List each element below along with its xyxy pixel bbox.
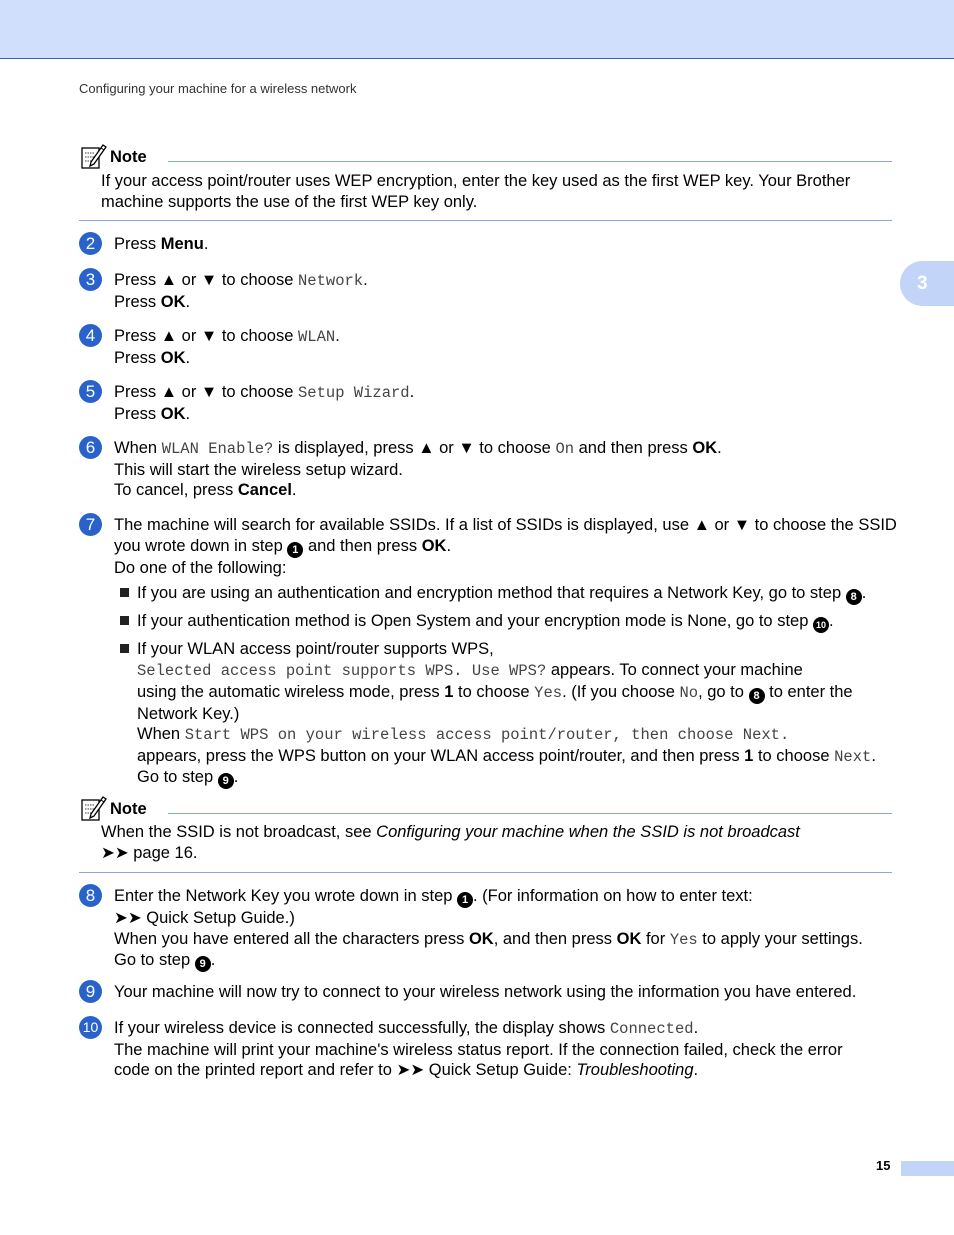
bullet-square-icon — [120, 616, 129, 625]
step-number-badge: 4 — [79, 324, 102, 347]
note-bottom-rule — [79, 872, 892, 873]
step-text: The machine will search for available SSIDs. If a list of SSIDs is displayed, use ▲ or ▼ to choose the SSID you wrote down in step 1 and then press OK. Do one of the following: — [114, 516, 897, 577]
step-number-badge: 3 — [79, 268, 102, 291]
step-text: If your wireless device is connected successfully, the display shows Connected. The machine will print your machine's wireless status report. If the connection failed, check the error code on the printed report and refer to ➤➤ Quick Setup Guide: Troubleshooting. — [114, 1019, 843, 1079]
note-rule — [168, 161, 892, 162]
bullet-square-icon — [120, 588, 129, 597]
note-rule — [168, 813, 892, 814]
step-number-badge: 2 — [79, 232, 102, 255]
note-label: Note — [110, 148, 147, 166]
step-ref-circle: 10 — [813, 617, 829, 633]
bullet-item: If your WLAN access point/router supports WPS, — [120, 639, 494, 660]
note-box — [79, 794, 892, 874]
bullet-subtext: Selected access point supports WPS. Use WPS? appears. To connect your machine using the automatic wireless mode, press 1 to choose Yes. (If you choose No, go to 8 to enter the Network Key.) When Start WPS on your wireless access point/router, then choose Next. appears, press the WPS button on your WLAN access point/router, and then press 1 to choose Next. Go to step 9 . — [137, 661, 876, 787]
step-text: Your machine will now try to connect to your wireless network using the information you have entered. — [114, 983, 857, 1001]
cross-reference-link[interactable]: Troubleshooting — [576, 1061, 694, 1079]
running-title: Configuring your machine for a wireless network — [79, 81, 357, 96]
note-text: When the SSID is not broadcast, see Configuring your machine when the SSID is not broadcast ➤➤ page 16. — [101, 823, 800, 862]
note-pencil-icon — [79, 794, 107, 822]
bullet-item: If your authentication method is Open System and your encryption mode is None, go to step 10 . — [120, 611, 834, 633]
step-ref-circle: 1 — [457, 892, 473, 908]
step-number-badge: 6 — [79, 436, 102, 459]
note-label: Note — [110, 800, 147, 818]
note-box — [79, 142, 892, 222]
step-number-badge: 10 — [79, 1016, 102, 1039]
step-ref-circle: 8 — [749, 688, 765, 704]
bullet-square-icon — [120, 644, 129, 653]
step-text: Press ▲ or ▼ to choose Network. Press OK. — [114, 271, 368, 311]
note-text: If your access point/router uses WEP encryption, enter the key used as the first WEP key. Your Brother machine supports the use of the first WEP key only. — [101, 172, 851, 211]
step-text: When WLAN Enable? is displayed, press ▲ or ▼ to choose On and then press OK. This will start the wireless setup wizard. To cancel, press Cancel. — [114, 439, 722, 499]
step-text: Press ▲ or ▼ to choose Setup Wizard. Press OK. — [114, 383, 415, 423]
step-ref-circle: 9 — [218, 773, 234, 789]
step-7 — [79, 513, 897, 787]
step-ref-circle: 8 — [846, 589, 862, 605]
step-number-badge: 5 — [79, 380, 102, 403]
step-number-badge: 9 — [79, 980, 102, 1003]
footer-band — [901, 1161, 954, 1176]
step-ref-circle: 9 — [195, 956, 211, 972]
step-number-badge: 8 — [79, 884, 102, 907]
note-bottom-rule — [79, 220, 892, 221]
chapter-tab: 3 — [900, 261, 954, 306]
header-band — [0, 0, 954, 59]
step-ref-circle: 1 — [287, 542, 303, 558]
note-pencil-icon — [79, 142, 107, 170]
cross-reference-link[interactable]: Configuring your machine when the SSID is not broadcast — [376, 823, 800, 841]
step-number-badge: 7 — [79, 513, 102, 536]
step-text: Enter the Network Key you wrote down in step 1 . (For information on how to enter text: ➤➤ Quick Setup Guide.) When you have entered all the characters press OK, and then press OK for Yes to apply your settings. Go to step 9 . — [114, 887, 863, 970]
step-text: Press Menu. — [114, 235, 209, 253]
page-number: 15 — [876, 1158, 891, 1173]
step-text: Press ▲ or ▼ to choose WLAN. Press OK. — [114, 327, 340, 367]
bullet-item: If you are using an authentication and encryption method that requires a Network Key, go to step 8 . — [120, 583, 866, 605]
